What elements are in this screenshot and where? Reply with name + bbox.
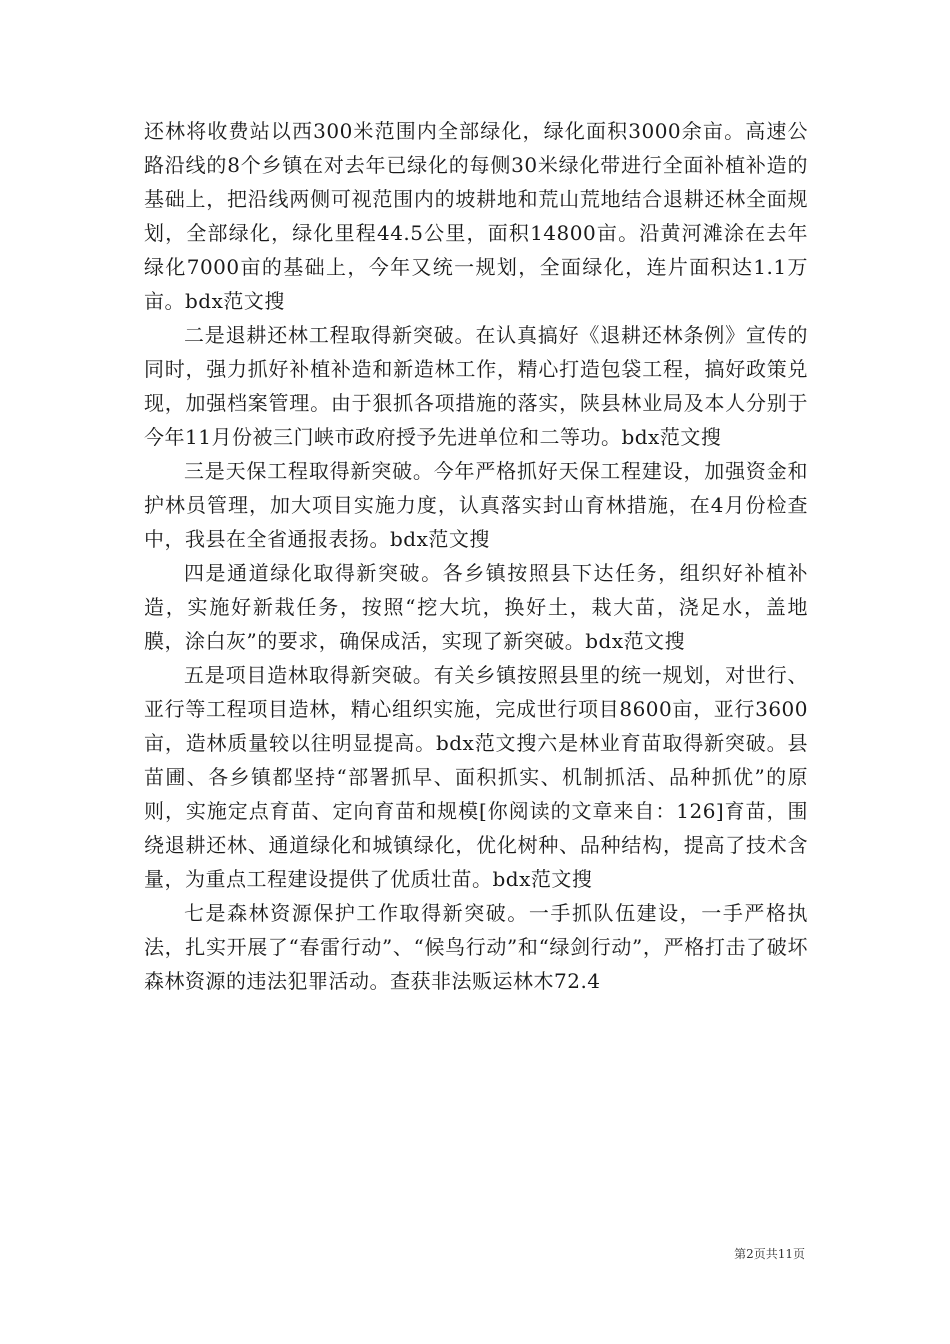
- page-number-footer: 第2页共11页: [734, 1247, 805, 1261]
- paragraph-greening-continued: 还林将收费站以西300米范围内全部绿化，绿化面积3000余亩。高速公路沿线的8个乡镇在对去年已绿化的每侧30米绿化带进行全面补植补造的基础上，把沿线两侧可视范围内的坡耕地和荒山荒地结合退耕还林全面规划，全部绿化，绿化里程44.5公里，面积14800亩。沿黄河滩涂在去年绿化7000亩的基础上，今年又统一规划，全面绿化，连片面积达1.1万亩。bdx范文搜: [144, 119, 808, 313]
- document-body: [144, 114, 808, 998]
- paragraph-natural-forest-protection: 三是天保工程取得新突破。今年严格抓好天保工程建设，加强资金和护林员管理，加大项目实施力度，认真落实封山育林措施，在4月份检查中，我县在全省通报表扬。bdx范文搜: [144, 459, 808, 551]
- paragraph-project-afforestation: 五是项目造林取得新突破。有关乡镇按照县里的统一规划，对世行、亚行等工程项目造林，精心组织实施，完成世行项目8600亩，亚行3600亩，造林质量较以往明显提高。bdx范文搜六是林业育苗取得新突破。县苗圃、各乡镇都坚持“部署抓早、面积抓实、机制抓活、品种抓优”的原则，实施定点育苗、定向育苗和规模[你阅读的文章来自：126]育苗，围绕退耕还林、通道绿化和城镇绿化，优化树种、品种结构，提高了技术含量，为重点工程建设提供了优质壮苗。bdx范文搜: [144, 663, 808, 891]
- paragraph-returning-farmland: 二是退耕还林工程取得新突破。在认真搞好《退耕还林条例》宣传的同时，强力抓好补植补造和新造林工作，精心打造包袋工程，搞好政策兑现，加强档案管理。由于狠抓各项措施的落实，陕县林业局及本人分别于今年11月份被三门峡市政府授予先进单位和二等功。bdx范文搜: [144, 323, 808, 449]
- paragraph-road-greening: 四是通道绿化取得新突破。各乡镇按照县下达任务，组织好补植补造，实施好新栽任务，按照“挖大坑，换好土，栽大苗，浇足水，盖地膜，涂白灰”的要求，确保成活，实现了新突破。bdx范文搜: [144, 561, 808, 653]
- paragraph-forest-resource-protection: 七是森林资源保护工作取得新突破。一手抓队伍建设，一手严格执法，扎实开展了“春雷行动”、“候鸟行动”和“绿剑行动”，严格打击了破坏森林资源的违法犯罪活动。查获非法贩运林木72.4: [144, 901, 808, 993]
